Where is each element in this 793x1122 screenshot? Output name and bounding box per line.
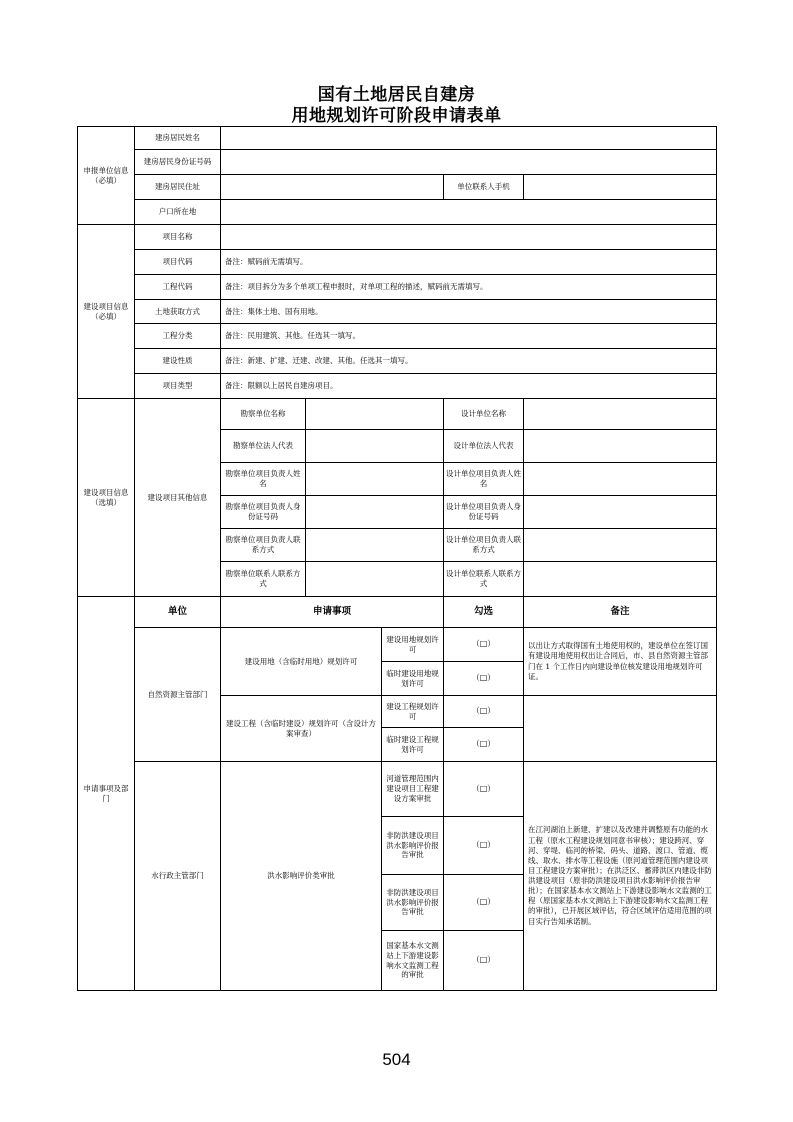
field-survey-lead[interactable]	[306, 463, 444, 496]
label-survey-contact: 勘察单位项目负责人联系方式	[221, 529, 306, 562]
label-design-lead: 设计单位项目负责人姓名	[444, 463, 524, 496]
label-design-person: 设计单位联系人联系方式	[444, 562, 524, 597]
field-resident-address[interactable]	[221, 175, 444, 200]
label-resident-address: 建房居民住址	[135, 175, 221, 200]
checkbox-land-planning[interactable]: （□）	[444, 628, 524, 662]
subitem-land-planning: 建设用地规划许可	[382, 628, 444, 662]
checkbox-flood-report-1[interactable]: （□）	[444, 817, 524, 875]
field-design-id[interactable]	[524, 496, 717, 529]
checkbox-flood-report-2[interactable]: （□）	[444, 875, 524, 931]
label-design-unit: 设计单位名称	[444, 399, 524, 430]
section-apply: 申请事项及部门	[78, 597, 135, 991]
subitem-temp-land-planning: 临时建设用地规划许可	[382, 662, 444, 696]
checkbox-hydrology-station[interactable]: （□）	[444, 931, 524, 991]
label-land-acquisition: 土地获取方式	[135, 300, 221, 324]
dept-natural-resources: 自然资源主管部门	[135, 628, 221, 762]
label-survey-rep: 勘察单位法人代表	[221, 430, 306, 463]
subitem-river-project: 河道管理范围内建设项目工程建设方案审批	[382, 762, 444, 817]
item-flood-impact: 洪水影响评价类审批	[221, 762, 382, 991]
label-project-name: 项目名称	[135, 225, 221, 250]
field-design-contact[interactable]	[524, 529, 717, 562]
field-survey-unit[interactable]	[306, 399, 444, 430]
label-resident-name: 建房居民姓名	[135, 127, 221, 150]
note-engineering-code[interactable]: 备注：项目拆分为多个单项工程申报时，对单项工程的描述，赋码前无需填写。	[221, 275, 717, 300]
field-design-lead[interactable]	[524, 463, 717, 496]
field-survey-id[interactable]	[306, 496, 444, 529]
label-survey-lead: 勘察单位项目负责人姓名	[221, 463, 306, 496]
subitem-flood-report-2: 非防洪建设项目洪水影响评价报告审批	[382, 875, 444, 931]
field-resident-id[interactable]	[221, 150, 717, 175]
field-survey-rep[interactable]	[306, 430, 444, 463]
field-survey-contact[interactable]	[306, 529, 444, 562]
section-project: 建设项目信息（必填）	[78, 225, 135, 399]
checkbox-river-project[interactable]: （□）	[444, 762, 524, 817]
dept-water: 水行政主管部门	[135, 762, 221, 991]
note-land-acquisition[interactable]: 备注：集体土地、国有用地。	[221, 300, 717, 324]
field-design-rep[interactable]	[524, 430, 717, 463]
label-contact-phone: 单位联系人手机	[444, 175, 524, 200]
label-hukou: 户口所在地	[135, 200, 221, 225]
checkbox-temp-project-planning[interactable]: （□）	[444, 728, 524, 762]
label-design-contact: 设计单位项目负责人联系方式	[444, 529, 524, 562]
item-land-planning: 建设用地（含临时用地）规划许可	[221, 628, 382, 696]
label-survey-id: 勘察单位项目负责人身份证号码	[221, 496, 306, 529]
label-other-info: 建设项目其他信息	[135, 399, 221, 597]
form-title-line2: 用地规划许可阶段申请表单	[291, 106, 502, 126]
note-project-planning-empty	[524, 696, 717, 762]
note-project-type[interactable]: 备注：限额以上居民自建房项目。	[221, 374, 717, 399]
label-engineering-class: 工程分类	[135, 324, 221, 349]
checkbox-project-planning[interactable]: （□）	[444, 696, 524, 728]
label-design-rep: 设计单位法人代表	[444, 430, 524, 463]
section-applicant: 申报单位信息（必填）	[78, 127, 135, 225]
field-design-person[interactable]	[524, 562, 717, 597]
field-survey-person[interactable]	[306, 562, 444, 597]
note-land-planning: 以出让方式取得国有土地使用权的，建设单位在签订国有建设用地使用权出让合同后，市、县自然资源主管部门在 1 个工作日内向建设单位核发建设用地规划许可证。	[524, 628, 717, 696]
label-resident-id: 建房居民身份证号码	[135, 150, 221, 175]
section-other: 建设项目信息（选填）	[78, 399, 135, 597]
field-resident-name[interactable]	[221, 127, 717, 150]
header-check: 勾选	[444, 597, 524, 628]
label-project-code: 项目代码	[135, 250, 221, 275]
header-note: 备注	[524, 597, 717, 628]
note-flood-impact: 在江河湖泊上新建、扩建以及改建并调整原有功能的水工程（原水工程建设规划同意书审核）；建设跨河、穿河、穿堤、临河的桥梁、码头、道路、渡口、管道、缆线、取水、排水等工程设施（原河道管理范围内建设项目工程建设方案审批）；在洪泛区、蓄滞洪区内建设非防洪建设项目（原非防洪建设项目洪水影响评价报告审批）；在国家基本水文测站上下游建设影响水文监测的工程（原国家基本水文测站上下游建设影响水文监测工程的审批），已开展区域评估，符合区域评估适用范围的项目实行告知承诺制。	[524, 762, 717, 991]
item-project-planning: 建设工程（含临时建设）规划许可（含设计方案审查）	[221, 696, 382, 762]
label-engineering-code: 工程代码	[135, 275, 221, 300]
note-project-code[interactable]: 备注：赋码前无需填写。	[221, 250, 717, 275]
label-construction-nature: 建设性质	[135, 349, 221, 374]
label-project-type: 项目类型	[135, 374, 221, 399]
field-contact-phone[interactable]	[524, 175, 717, 200]
header-unit: 单位	[135, 597, 221, 628]
label-survey-person: 勘察单位联系人联系方式	[221, 562, 306, 597]
subitem-flood-report-1: 非防洪建设项目洪水影响评价报告审批	[382, 817, 444, 875]
page-number: 504	[382, 1050, 411, 1069]
note-engineering-class[interactable]: 备注：民用建筑、其他。任选其一填写。	[221, 324, 717, 349]
field-design-unit[interactable]	[524, 399, 717, 430]
subitem-temp-project-planning: 临时建设工程规划许可	[382, 728, 444, 762]
note-construction-nature[interactable]: 备注：新建、扩建、迁建、改建、其他。任选其一填写。	[221, 349, 717, 374]
subitem-hydrology-station: 国家基本水文测站上下游建设影响水文监测工程的审批	[382, 931, 444, 991]
label-survey-unit: 勘察单位名称	[221, 399, 306, 430]
header-item: 申请事项	[221, 597, 444, 628]
label-design-id: 设计单位项目负责人身份证号码	[444, 496, 524, 529]
application-form-table	[77, 126, 717, 991]
subitem-project-planning: 建设工程规划许可	[382, 696, 444, 728]
checkbox-temp-land-planning[interactable]: （□）	[444, 662, 524, 696]
field-project-name[interactable]	[221, 225, 717, 250]
field-hukou[interactable]	[221, 200, 717, 225]
form-title-line1: 国有土地居民自建房	[317, 85, 476, 105]
